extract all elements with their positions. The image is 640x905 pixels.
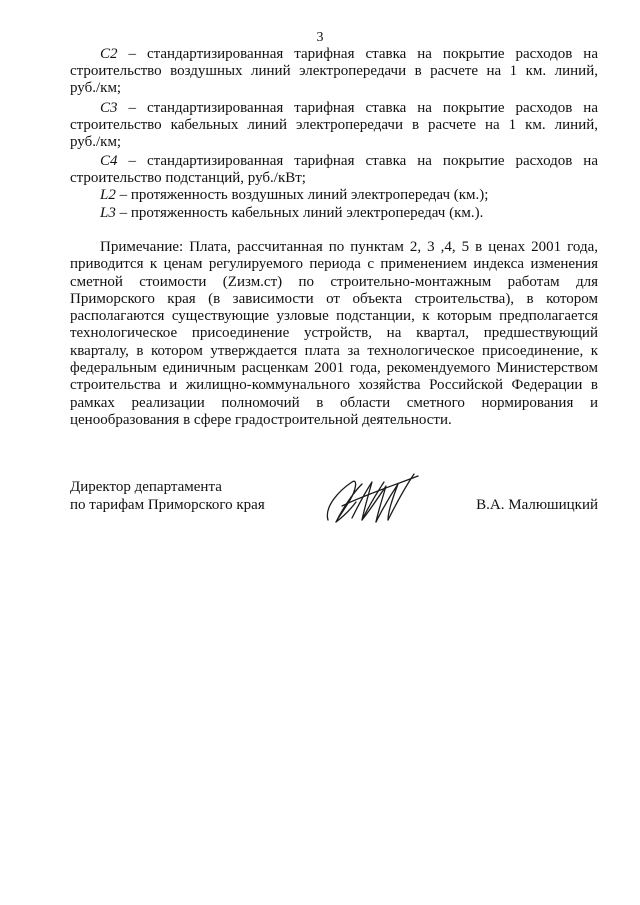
definition-c4: [70, 153, 598, 187]
definition-symbol: C3: [100, 100, 118, 116]
definition-text: – протяженность воздушных линий электропередач (км.);: [115, 187, 489, 203]
definition-text: строительство воздушных линий электропередачи в расчете на 1 км. линий,: [70, 63, 598, 79]
definition-text: – протяженность кабельных линий электропередач (км.).: [115, 205, 484, 221]
definition-text: руб./км;: [70, 134, 122, 150]
definition-text: – стандартизированная тарифная ставка на покрытие расходов на: [117, 100, 598, 116]
definition-symbol: C2: [100, 46, 118, 62]
note-line: располагаются существующие узловые подстанции, к которым предполагается: [70, 308, 598, 325]
definition-text: строительство подстанций, руб./кВт;: [70, 170, 306, 186]
note-line: Примечание: Плата, рассчитанная по пунктам 2, 3 ,4, 5 в ценах 2001 года,: [100, 239, 598, 255]
note-line: технологическое присоединение устройств, на квартал, предшествующий: [70, 325, 598, 342]
handwritten-signature: [322, 466, 422, 534]
definition-text: строительство кабельных линий электропередачи в расчете на 1 км. линий,: [70, 117, 598, 133]
definition-text: руб./км;: [70, 80, 122, 96]
note-line: строительства и жилищно-коммунального хозяйства Российской Федерации в: [70, 377, 598, 394]
note-line: ценообразования в сфере градостроительной деятельности.: [70, 411, 452, 428]
note-line: федеральным единичным расценкам 2001 года, рекомендуемого Министерством: [70, 360, 598, 377]
signatory-title: [70, 478, 265, 514]
definition-l3: [70, 205, 598, 222]
page-number: 3: [316, 30, 324, 45]
note-line: приводится к ценам регулируемого периода с применением индекса изменения: [70, 256, 598, 273]
definition-symbol: L2: [100, 187, 116, 203]
note-paragraph: [70, 239, 598, 429]
definition-c3: [70, 100, 598, 151]
definition-c2: [70, 46, 598, 97]
definition-l2: [70, 187, 598, 204]
signatory-title-line: Директор департамента: [70, 479, 222, 495]
definition-text: – стандартизированная тарифная ставка на покрытие расходов на: [117, 46, 598, 62]
note-line: сметной стоимости (Zизм.ст) по строительно-монтажным работам для: [70, 273, 598, 290]
definition-symbol: C4: [100, 153, 118, 169]
note-line: кварталу, в котором утверждается плата за технологическое присоединение, к: [70, 342, 598, 359]
signatory-title-line: по тарифам Приморского края: [70, 497, 265, 513]
note-line: рамках реализации полномочий в области сметного нормирования и: [70, 394, 598, 411]
note-line: Приморского края (в зависимости от объекта строительства), в котором: [70, 290, 598, 307]
signatory-name: В.А. Малюшицкий: [476, 497, 598, 513]
definition-text: – стандартизированная тарифная ставка на покрытие расходов на: [117, 153, 598, 169]
definition-symbol: L3: [100, 205, 116, 221]
